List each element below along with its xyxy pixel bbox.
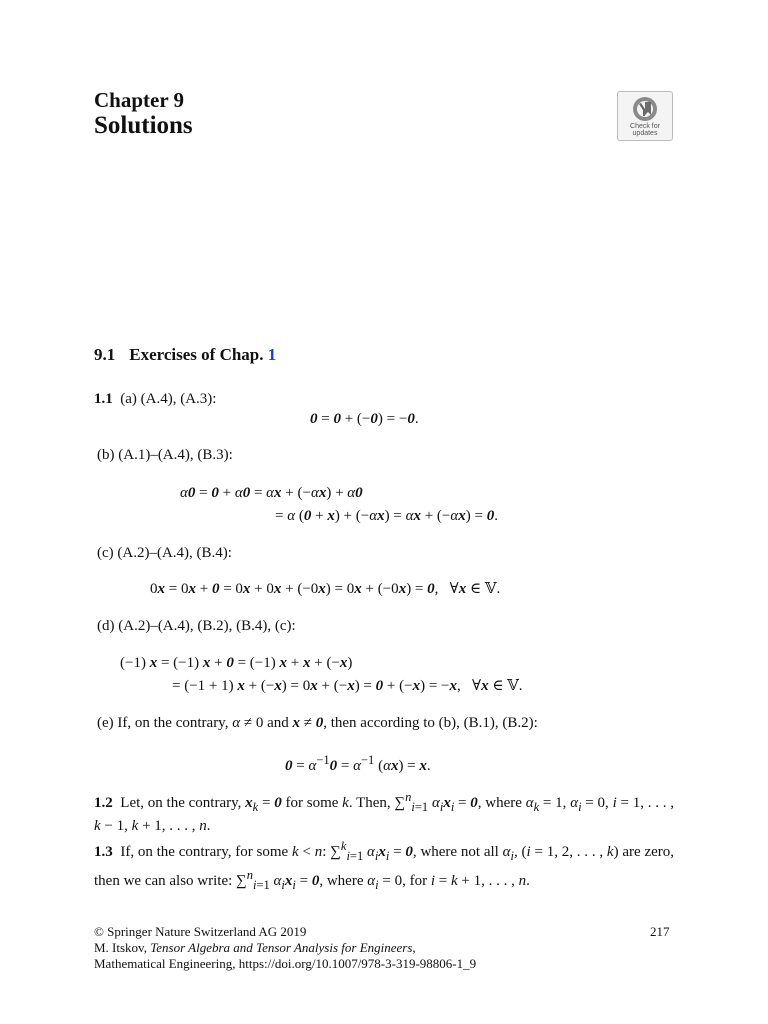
footer-author: M. Itskov, — [94, 940, 147, 955]
part-b-head: (b) (A.1)–(A.4), (B.3): — [97, 447, 233, 463]
chapter-label: Chapter 9 — [94, 88, 185, 112]
footer-book: Tensor Algebra and Tensor Analysis for Engineers — [150, 940, 413, 955]
exercise-1-3-text-3: are zero, then we can also write: — [94, 844, 675, 889]
part-a-head: (a) (A.4), (A.3): — [120, 391, 217, 407]
exercise-label: 1.1 — [94, 391, 113, 407]
section-title: Exercises of Chap. — [129, 345, 264, 364]
page-number: 217 — [650, 924, 670, 939]
equation-b-line2: = α (0 + x) + (−αx) = αx + (−αx) = 0. — [275, 508, 498, 524]
equation-d-line1: (−1) x = (−1) x + 0 = (−1) x + x + (−x) — [120, 655, 353, 671]
exercise-label: 1.2 — [94, 795, 113, 811]
part-e-head-post: , then according to (b), (B.1), (B.2): — [323, 715, 538, 731]
crossmark-icon — [632, 96, 658, 122]
exercise-1-2-text-2: for some — [285, 795, 339, 811]
exercise-1-3-text-1: If, on the contrary, for some — [120, 844, 289, 860]
equation-c: 0x = 0x + 0 = 0x + 0x + (−0x) = 0x + (−0x) = 0, ∀x ∈ 𝕍. — [150, 581, 501, 597]
equation-a: 0 = 0 + (−0) = −0. — [310, 411, 419, 427]
footer-series[interactable]: Mathematical Engineering, https://doi.org/10.1007/978-3-319-98806-1_9 — [94, 956, 477, 971]
exercise-label: 1.3 — [94, 844, 113, 860]
footer-copyright: © Springer Nature Switzerland AG 2019 — [94, 924, 307, 939]
part-e-head-mid: and — [267, 715, 289, 731]
exercise-1-2: 1.2 Let, on the contrary, $x_k = 0$ for some k. Then, ∑$^n_{i=1}$ $\alpha_ix_i = 0$, where $\alpha_k = 1$, $\alpha_i = 0$, i = 1, . . . , k − 1, k + 1, . . . , n. — [94, 790, 675, 834]
badge-text: Check for updates — [630, 123, 660, 137]
exercise-1-2-text-4: , where — [477, 795, 522, 811]
equation-e: $0 = \alpha^{-1}0 = \alpha^{-1}$ (αx) = x. — [285, 753, 431, 774]
exercise-1-3-text-5: for — [409, 873, 428, 889]
exercise-1-2-text-1: Let, on the contrary, — [120, 795, 242, 811]
chapter-title: Solutions — [94, 112, 193, 139]
part-c-head: (c) (A.2)–(A.4), (B.4): — [97, 545, 232, 561]
equation-d-line2: = (−1 + 1) x + (−x) = 0x + (−x) = 0 + (−x) = −x, ∀x ∈ 𝕍. — [172, 678, 523, 694]
exercise-1-3-text-2: , where not all — [412, 844, 499, 860]
footer-citation: M. Itskov, Tensor Algebra and Tensor Analysis for Engineers, — [94, 940, 416, 955]
exercise-1-1-head — [94, 390, 216, 409]
part-e-head: (e) If, on the contrary, α ≠ 0 and x ≠ 0, then according to (b), (B.1), (B.2): — [97, 715, 538, 731]
chapter-ref-link[interactable]: 1 — [267, 345, 277, 364]
exercise-1-3: 1.3 If, on the contrary, for some k < n: ∑$^k_{i=1}$ $\alpha_ix_i = 0$, where not all $\alpha_i$, (i = 1, 2, . . . , k) are zero, then we can also write: ∑$^n_{i=1}$ $\alpha_ix_i = 0$, where $\alpha_i = 0$, for i = k + 1, . . . , n. — [94, 839, 675, 892]
section-number: 9.1 — [94, 345, 116, 364]
exercise-1-2-text-3: . Then, — [348, 795, 391, 811]
check-for-updates-badge[interactable] — [617, 91, 673, 141]
part-d-head: (d) (A.2)–(A.4), (B.2), (B.4), (c): — [97, 618, 296, 634]
part-e-head-pre: (e) If, on the contrary, — [97, 715, 229, 731]
equation-b-line1: α0 = 0 + α0 = αx + (−αx) + α0 — [180, 485, 363, 501]
section-heading — [94, 345, 276, 365]
exercise-1-3-text-4: , where — [319, 873, 364, 889]
